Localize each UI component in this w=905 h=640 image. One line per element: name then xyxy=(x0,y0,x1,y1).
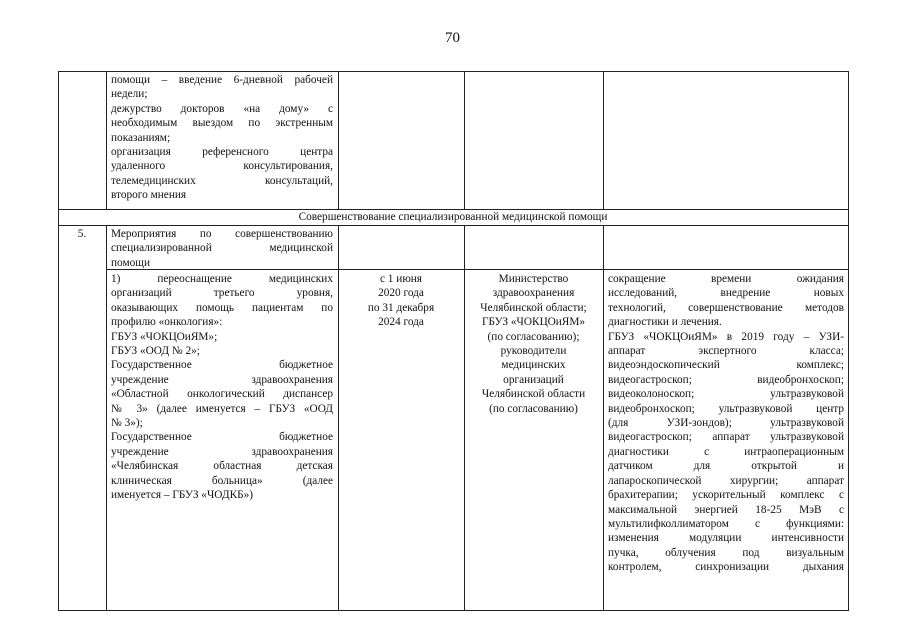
col-number-divider xyxy=(106,225,107,611)
table-bottom-border xyxy=(58,610,848,611)
section-header-bottom-border xyxy=(58,225,848,226)
row5-title: Мероприятия по совершенствованию специализированной медицинской помощи xyxy=(111,228,333,269)
table-top-border xyxy=(58,71,848,72)
col-measures-divider xyxy=(338,71,339,209)
col-right-border xyxy=(848,71,849,611)
measures-table xyxy=(58,71,848,611)
col-responsible-divider xyxy=(603,225,604,611)
col-responsible-divider xyxy=(603,71,604,209)
expected-result: сокращение времени ожидания исследований, внедрение новых технологий, совершенствование методов диагностики и лечения. ГБУЗ «ЧОКЦОиЯМ» в 2019 году – УЗИ- аппарат экспертного класса; видеоэндоскопический комплекс; видеогастроскоп; видеобронхоскоп; видеоколоноскоп; ультразвуковой видеобронхоскоп; ультразвуковой центр (для УЗИ-зондов); ультразвуковой видеогастроскоп; аппарат ультразвуковой диагностики с интраоперационным датчиком для открытой и лапароскопической хирургии; аппарат брахитерапии; ускорительный комплекс с максимальной энергией 18-25 МэВ с мультилифколлиматором с функциями: изменения модуляции интенсивности пучка, облучения под визуальным контролем, синхронизации дыхания xyxy=(608,273,844,574)
col-period-divider xyxy=(464,225,465,611)
col-number-divider xyxy=(106,71,107,209)
carryover-measure-text: помощи – введение 6-дневной рабочей недели; дежурство докторов «на дому» с необходимым выездом по экстренным показаниям; организация референсного центра удаленного консультирования, телемедицинских консультаций, второго мнения xyxy=(111,74,333,202)
col-measures-divider xyxy=(338,225,339,611)
section-header: Совершенствование специализированной медицинской помощи xyxy=(298,211,608,223)
page-number: 70 xyxy=(445,30,460,46)
col-left-border xyxy=(58,71,59,611)
row-number: 5. xyxy=(77,228,87,240)
responsible-executors: Министерство здравоохранения Челябинской области; ГБУЗ «ЧОКЦОиЯМ» (по согласованию); руководители медицинских организаций Челябинской области (по согласованию) xyxy=(480,273,587,415)
col-period-divider xyxy=(464,71,465,209)
measure-description: 1) переоснащение медицинских организаций третьего уровня, оказывающих помощь пациентам по профилю «онкология»: ГБУЗ «ЧОКЦОиЯМ»; ГБУЗ «ООД № 2»; Государственное бюджетное учреждение здравоохранения «Областной онкологический диспансер № 3» (далее именуется – ГБУЗ «ООД № 3»); Государственное бюджетное учреждение здравоохранения «Челябинская областная детская клиническая больница» (далее именуется – ГБУЗ «ЧОДКБ») xyxy=(111,273,333,502)
implementation-period: с 1 июня 2020 года по 31 декабря 2024 года xyxy=(367,273,435,329)
